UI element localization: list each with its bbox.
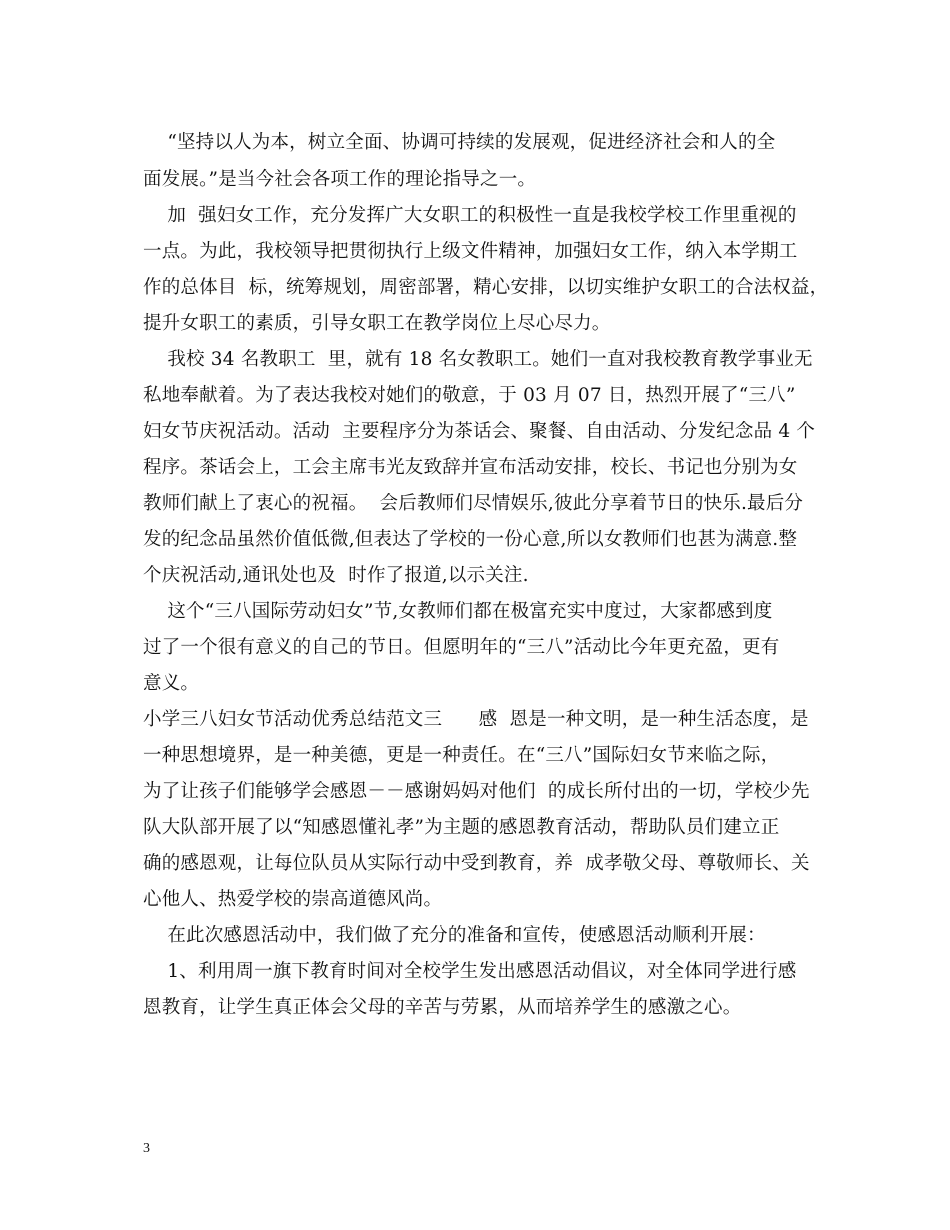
text-line: 意义。 (143, 673, 200, 694)
section-heading-line: 小学三八妇女节活动优秀总结范文三 感 恩是一种文明，是一种生活态度，是 (143, 709, 809, 730)
text-line: 发的纪念品虽然价值低微,但表达了学校的一份心意,所以女教师们也甚为满意.整 (143, 529, 798, 550)
text-line: 妇女节庆祝活动。活动 主要程序分为茶话会、聚餐、自由活动、分发纪念品 4 个 (143, 421, 816, 442)
text-line: 在此次感恩活动中，我们做了充分的准备和宣传，使感恩活动顺利开展： (143, 925, 766, 946)
text-line: 这个“三八国际劳动妇女”节,女教师们都在极富充实中度过，大家都感到度 (143, 601, 773, 622)
text-line: 一种思想境界，是一种美德，更是一种责任。在“三八”国际妇女节来临之际， (143, 745, 780, 766)
text-line: 教师们献上了衷心的祝福。 会后教师们尽情娱乐,彼此分享着节日的快乐.最后分 (143, 493, 804, 514)
text-line: “坚持以人为本，树立全面、协调可持续的发展观，促进经济社会和人的全 (143, 132, 776, 153)
text-line: 恩教育，让学生真正体会父母的辛苦与劳累，从而培养学生的感激之心。 (143, 997, 742, 1018)
text-line: 队大队部开展了以“知感恩懂礼孝”为主题的感恩教育活动，帮助队员们建立正 (143, 817, 780, 838)
text-line: 加 强妇女工作，充分发挥广大女职工的积极性一直是我校学校工作里重视的 (143, 205, 797, 226)
text-line: 一点。为此，我校领导把贯彻执行上级文件精神，加强妇女工作，纳入本学期工 (143, 241, 798, 262)
text-line: 私地奉献着。为了表达我校对她们的敬意，于 03 月 07 日，热烈开展了“三八” (143, 385, 796, 406)
text-line: 1、利用周一旗下教育时间对全校学生发出感恩活动倡议，对全体同学进行感 (143, 961, 797, 982)
text-line: 为了让孩子们能够学会感恩－－感谢妈妈对他们 的成长所付出的一切，学校少先 (143, 781, 810, 802)
text-line: 作的总体目 标，统筹规划，周密部署，精心安排，以切实维护女职工的合法权益， (143, 277, 829, 298)
text-line: 个庆祝活动,通讯处也及 时作了报道,以示关注. (143, 565, 529, 586)
text-line: 我校 34 名教职工 里，就有 18 名女教职工。她们一直对我校教育教学事业无 (143, 349, 813, 370)
page-number: 3 (143, 1141, 150, 1156)
text-line: 过了一个很有意义的自己的节日。但愿明年的“三八”活动比今年更充盈，更有 (143, 637, 780, 658)
text-line: 确的感恩观，让每位队员从实际行动中受到教育，养 成孝敬父母、尊敬师长、关 (143, 853, 810, 874)
text-line: 程序。茶话会上，工会主席韦光友致辞并宣布活动安排，校长、书记也分别为女 (143, 457, 798, 478)
text-line: 面发展。”是当今社会各项工作的理论指导之一。 (143, 169, 537, 190)
text-line: 心他人、热爱学校的崇高道德风尚。 (143, 889, 443, 910)
text-line: 提升女职工的素质，引导女职工在教学岗位上尽心尽力。 (143, 313, 611, 334)
